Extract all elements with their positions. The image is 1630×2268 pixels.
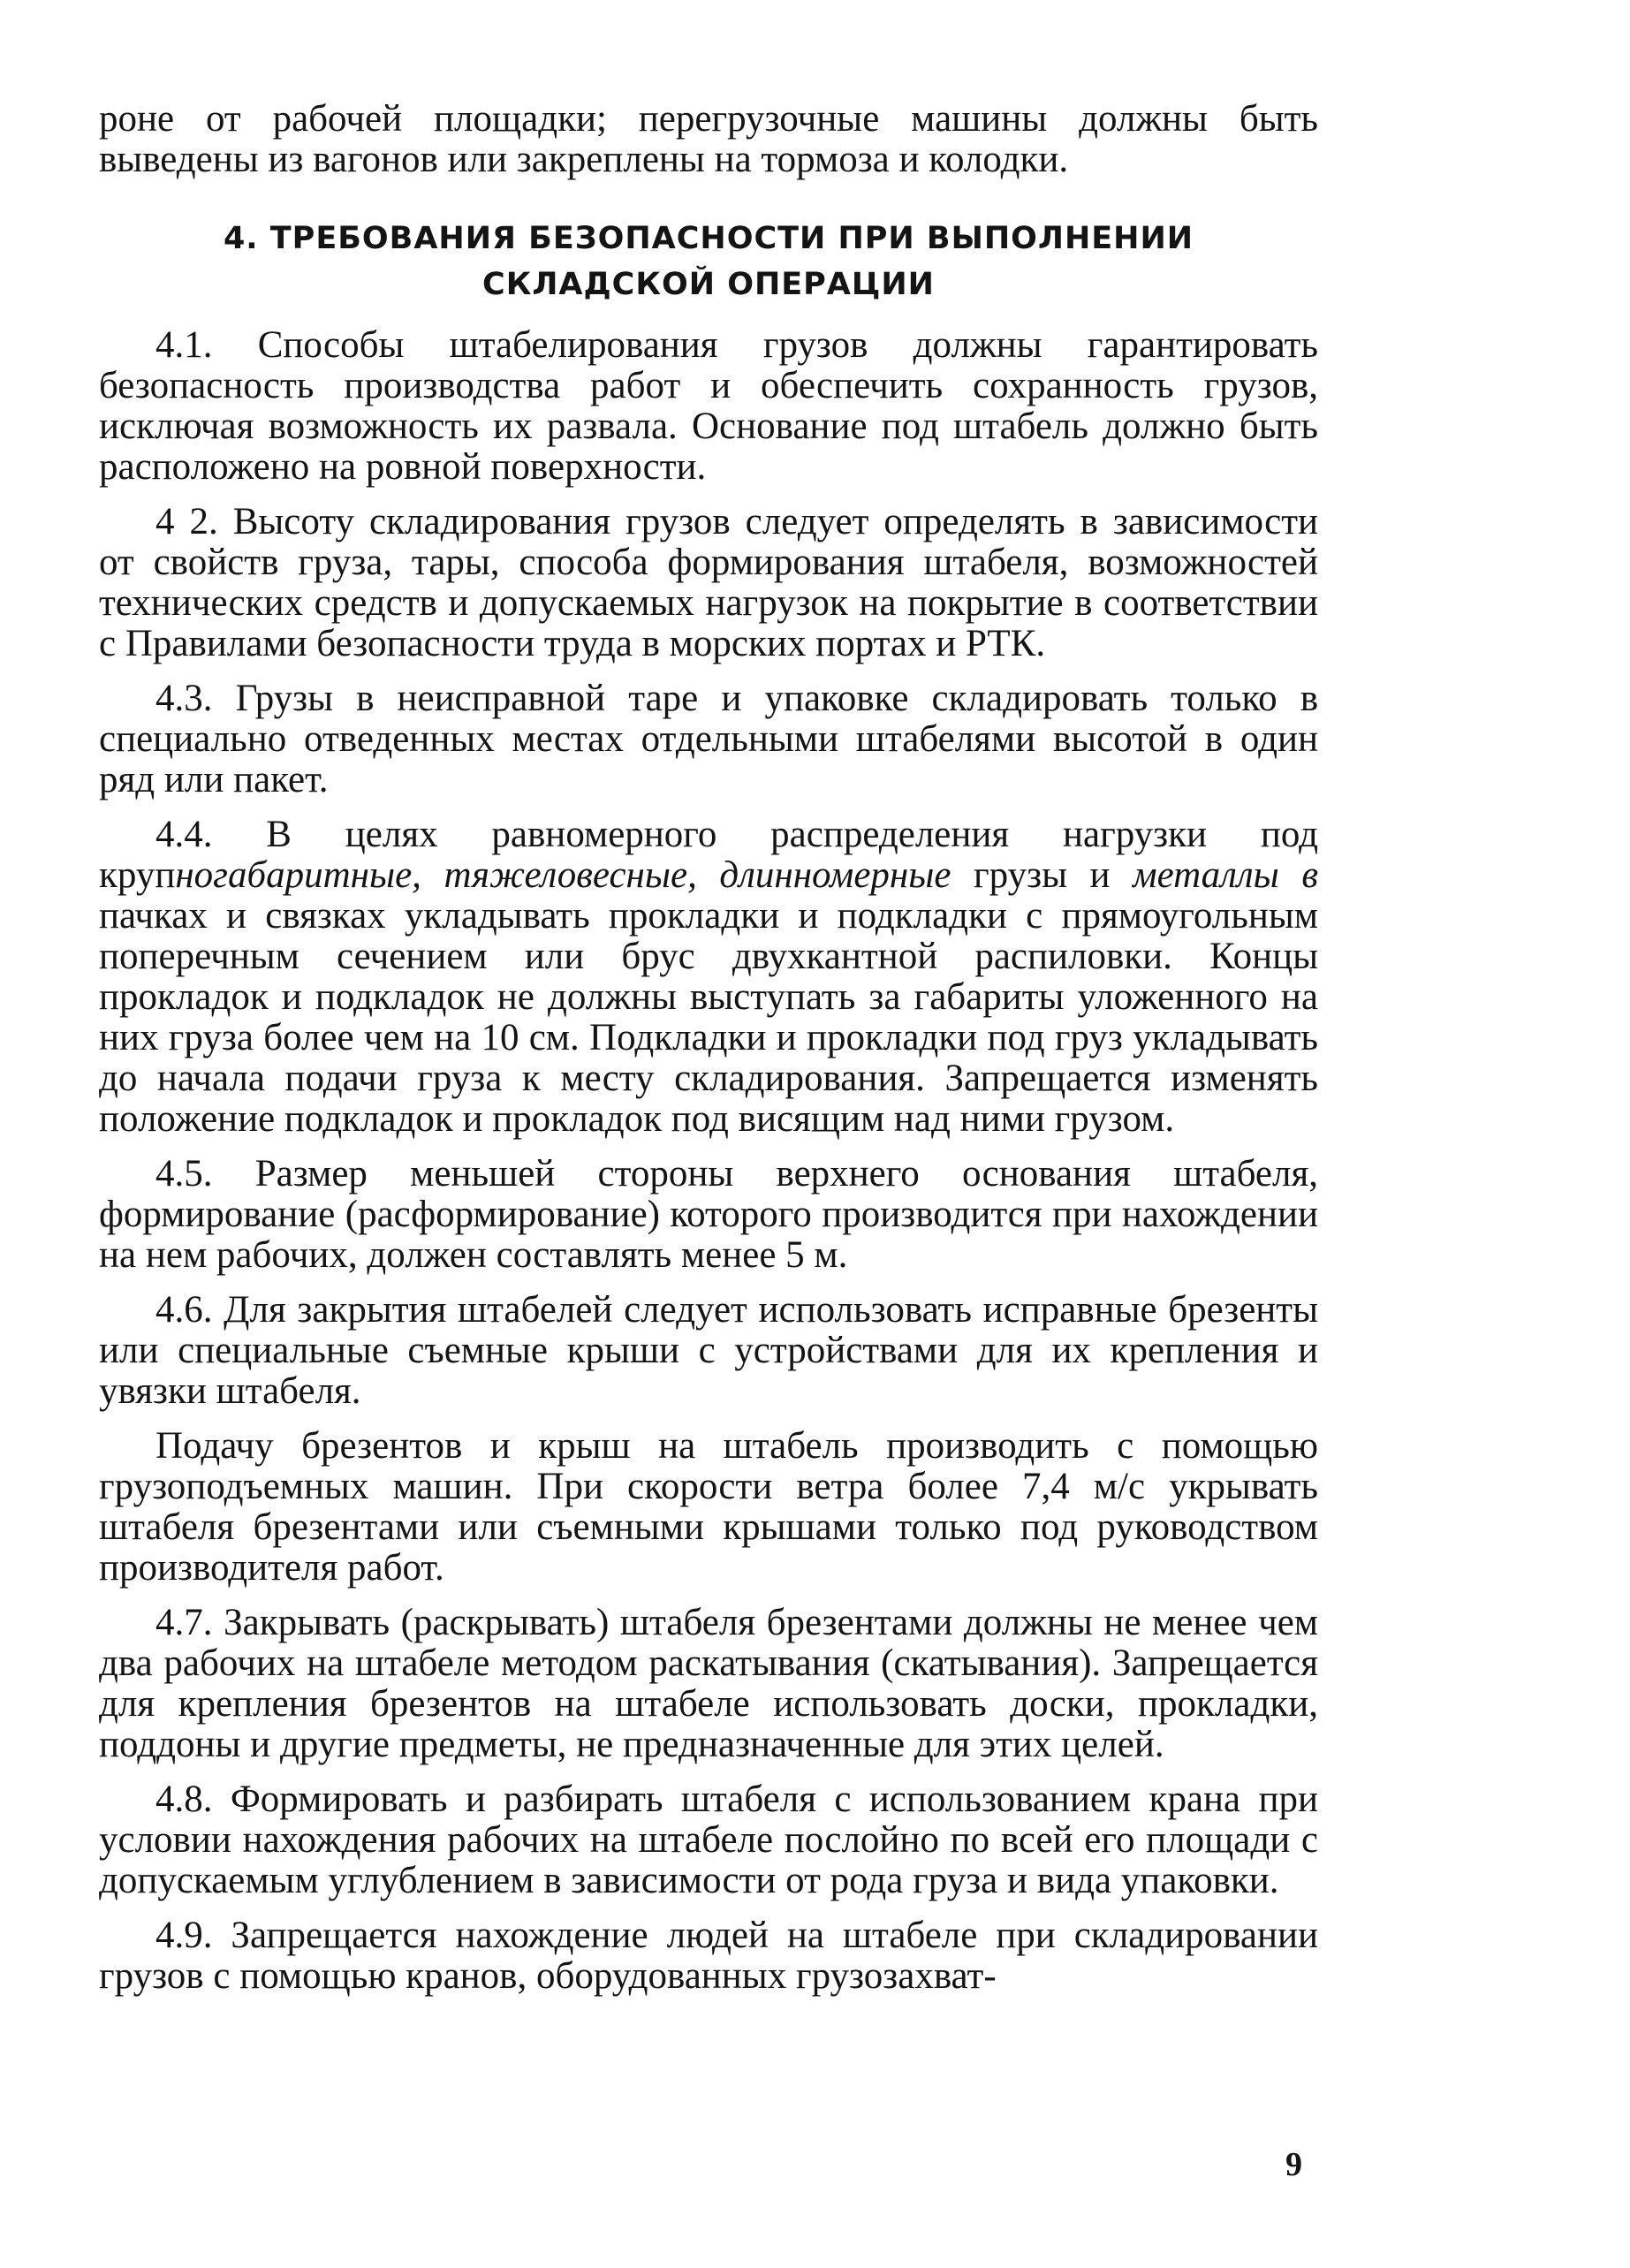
paragraph-4-6-continued: Подачу брезентов и крыш на штабель производить с помощью грузоподъемных машин. При скорости ветра более 7,4 м/с укрывать штабеля брезентами или съемными крышами только под руководством производителя работ. <box>99 1425 1318 1589</box>
section-heading-line-2: СКЛАДСКОЙ ОПЕРАЦИИ <box>482 267 935 302</box>
paragraph-4-4 <box>99 815 1318 1140</box>
section-heading-line-1: 4. ТРЕБОВАНИЯ БЕЗОПАСНОСТИ ПРИ ВЫПОЛНЕНИИ <box>223 221 1194 256</box>
section-heading <box>99 216 1318 307</box>
paragraph-4-2: 4 2. Высоту складирования грузов следует определять в зависимости от свойств груза, тары, способа формирования штабеля, возможностей технических средств и допускаемых нагрузок на покрытие в соответствии с Правилами безопасности труда в морских портах и РТК. <box>99 501 1318 664</box>
paragraph-4-9: 4.9. Запрещается нахождение людей на штабеле при складировании грузов с помощью кранов, оборудованных грузозахват- <box>99 1915 1318 1997</box>
page-number: 9 <box>1285 2146 1302 2183</box>
paragraph-4-4-part-a: 4.4. В целях равномерного распределения нагрузки под круп <box>99 814 1318 896</box>
paragraph-4-4-italic: ногабаритные, тяжеловесные, длинномерные <box>175 854 951 896</box>
paragraph-4-7: 4.7. Закрывать (раскрывать) штабеля брезентами должны не менее чем два рабочих на штабеле методом раскатывания (скатывания). Запрещается для крепления брезентов на штабеле использовать доски, прокладки, поддоны и другие предметы, не предназначенные для этих целей. <box>99 1602 1318 1765</box>
paragraph-4-1: 4.1. Способы штабелирования грузов должны гарантировать безопасность производства работ и обеспечить сохранность грузов, исключая возможность их развала. Основание под штабель должно быть расположено на ровной поверхности. <box>99 324 1318 488</box>
paragraph-4-8: 4.8. Формировать и разбирать штабеля с использованием крана при условии нахождения рабочих на штабеле послойно по всей его площади с допускаемым углублением в зависимости от рода груза и вида упаковки. <box>99 1779 1318 1901</box>
paragraph-4-4-italic-2: металлы в <box>1133 854 1319 896</box>
intro-paragraph: роне от рабочей площадки; перегрузочные машины должны быть выведены из вагонов или закреплены на тормоза и колодки. <box>99 98 1318 180</box>
paragraph-4-4-part-c: пачках и связках укладывать прокладки и подкладки с прямоугольным поперечным сечением или брус двухкантной распиловки. Концы прокладок и подкладок не должны выступать за габариты уложенного на них груза более чем на 10 см. Подкладки и прокладки под груз укладывать до начала подачи груза к месту складирования. Запрещается изменять положение подкладок и прокладок под висящим над ними грузом. <box>99 895 1318 1140</box>
paragraph-4-4-part-b: грузы и <box>951 854 1133 896</box>
document-page <box>99 99 1318 1997</box>
paragraph-4-5: 4.5. Размер меньшей стороны верхнего основания штабеля, формирование (расформирование) которого производится при нахождении на нем рабочих, должен составлять менее 5 м. <box>99 1153 1318 1276</box>
paragraph-4-6: 4.6. Для закрытия штабелей следует использовать исправные брезенты или специальные съемные крыши с устройствами для их крепления и увязки штабеля. <box>99 1289 1318 1412</box>
paragraph-4-3: 4.3. Грузы в неисправной таре и упаковке складировать только в специально отведенных местах отдельными штабелями высотой в один ряд или пакет. <box>99 678 1318 800</box>
